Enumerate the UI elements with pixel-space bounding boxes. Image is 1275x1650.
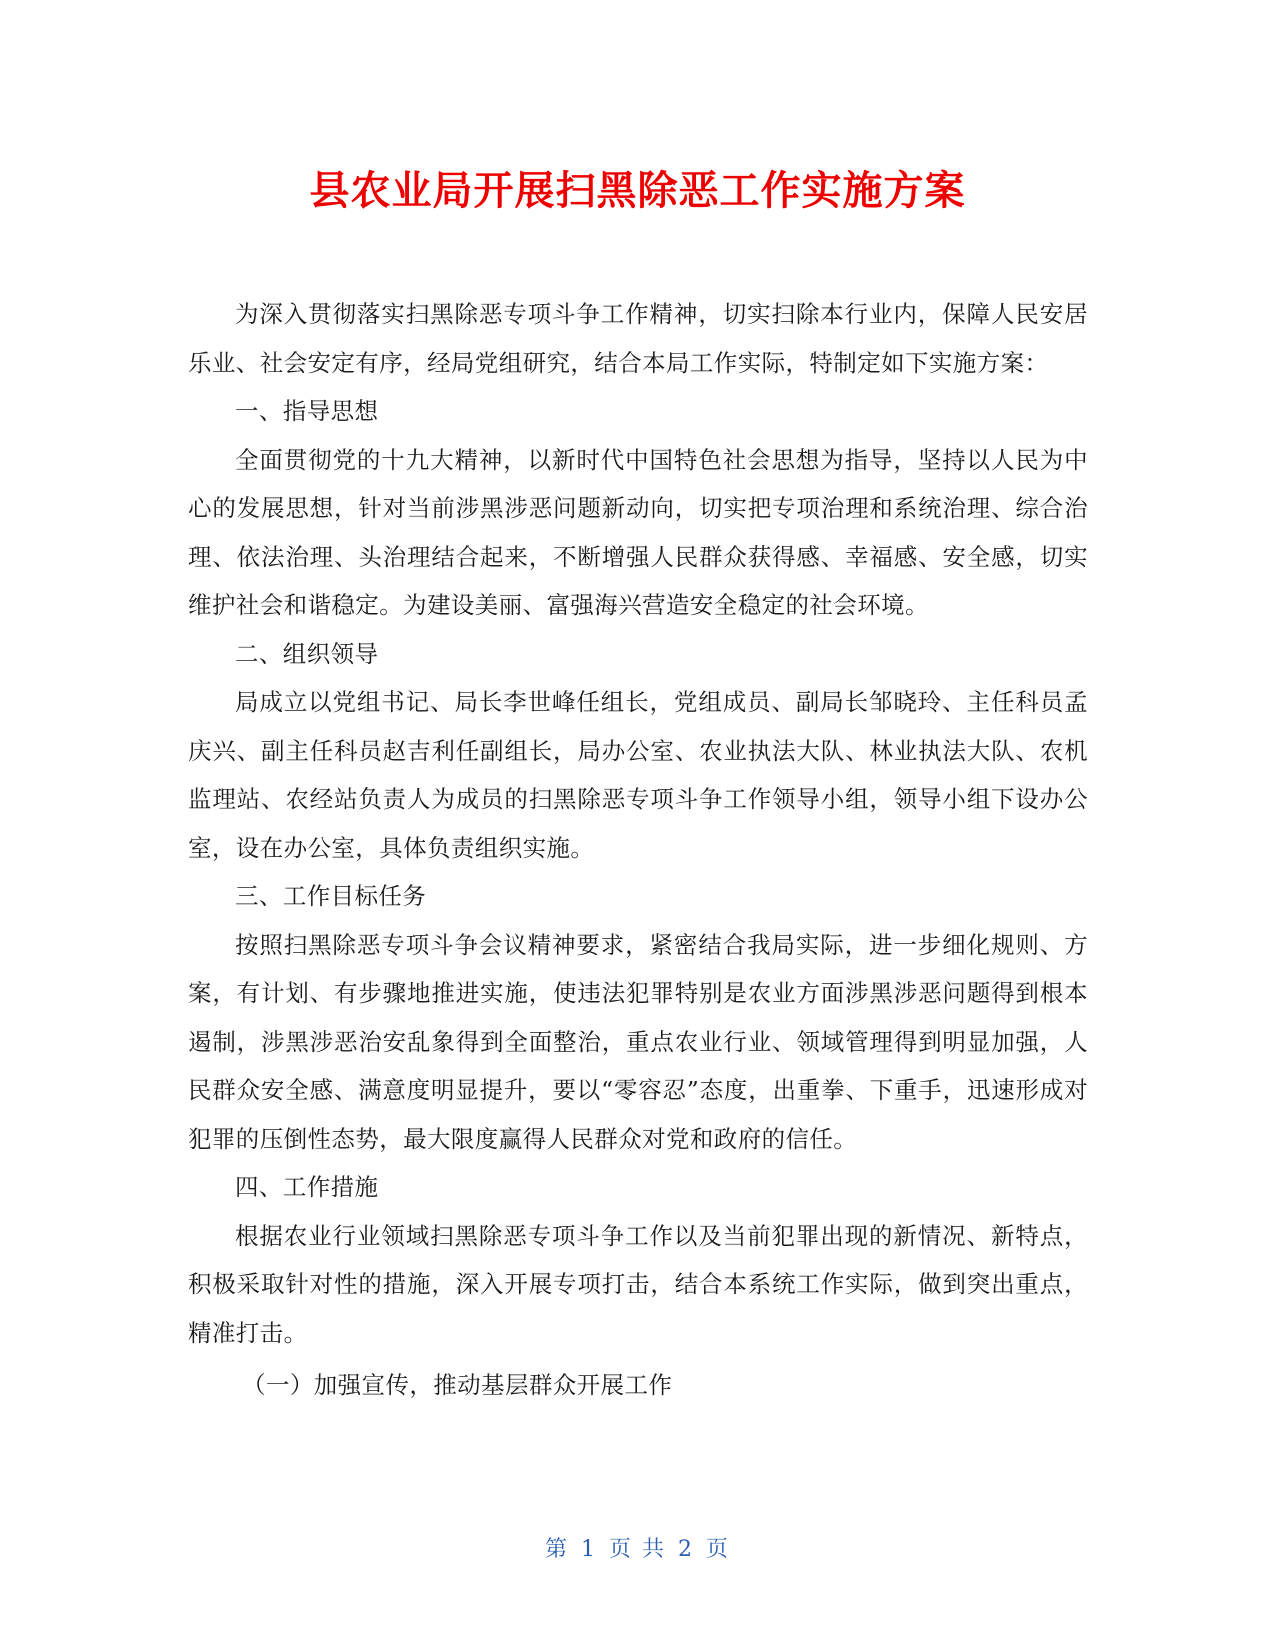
footer-label-of: 页 共: [609, 1537, 666, 1562]
measures-paragraph: 根据农业行业领域扫黑除恶专项斗争工作以及当前犯罪出现的新情况、新特点，积极采取针对性的措施，深入开展专项打击，结合本系统工作实际，做到突出重点，精准打击。: [188, 1221, 1088, 1347]
guiding-ideology-paragraph: 全面贯彻党的十九大精神，以新时代中国特色社会思想为指导，坚持以人民为中心的发展思想，针对当前涉黑涉恶问题新动向，切实把专项治理和系统治理、综合治理、依法治理、头治理结合起来，不断增强人民群众获得感、幸福感、安全感，切实维护社会和谐稳定。为建设美丽、富强海兴营造安全稳定的社会环境。: [188, 445, 1088, 619]
goals-paragraph: 按照扫黑除恶专项斗争会议精神要求，紧密结合我局实际，进一步细化规则、方案，有计划、有步骤地推进实施，使违法犯罪特别是农业方面涉黑涉恶问题得到根本遏制，涉黑涉恶治安乱象得到全面整治，重点农业行业、领域管理得到明显加强，人民群众安全感、满意度明显提升，要以“零容忍”态度，出重拳、下重手，迅速形成对犯罪的压倒性态势，最大限度赢得人民群众对党和政府的信任。: [188, 930, 1088, 1153]
section-heading-measures: 四、工作措施: [235, 1173, 379, 1201]
section-heading-guiding-ideology: 一、指导思想: [235, 397, 379, 425]
document-body: [188, 290, 1088, 1410]
footer-label-end: 页: [706, 1537, 731, 1562]
subsection-heading-publicity: （一）加强宣传，推动基层群众开展工作: [242, 1371, 673, 1399]
total-pages-number: 2: [678, 1537, 694, 1562]
organization-paragraph: 局成立以党组书记、局长李世峰任组长，党组成员、副局长邹晓玲、主任科员孟庆兴、副主任科员赵吉利任副组长，局办公室、农业执法大队、林业执法大队、农机监理站、农经站负责人为成员的扫黑除恶专项斗争工作领导小组，领导小组下设办公室，设在办公室，具体负责组织实施。: [188, 688, 1088, 862]
page-footer: [0, 1532, 1275, 1563]
current-page-number: 1: [581, 1537, 597, 1562]
footer-label-page: 第: [544, 1537, 569, 1562]
section-heading-organization: 二、组织领导: [235, 639, 379, 668]
intro-paragraph: 为深入贯彻落实扫黑除恶专项斗争工作精神，切实扫除本行业内，保障人民安居乐业、社会安定有序，经局党组研究，结合本局工作实际，特制定如下实施方案：: [188, 300, 1088, 377]
section-heading-goals: 三、工作目标任务: [235, 882, 427, 910]
document-title: 县农业局开展扫黑除恶工作实施方案: [309, 168, 966, 214]
